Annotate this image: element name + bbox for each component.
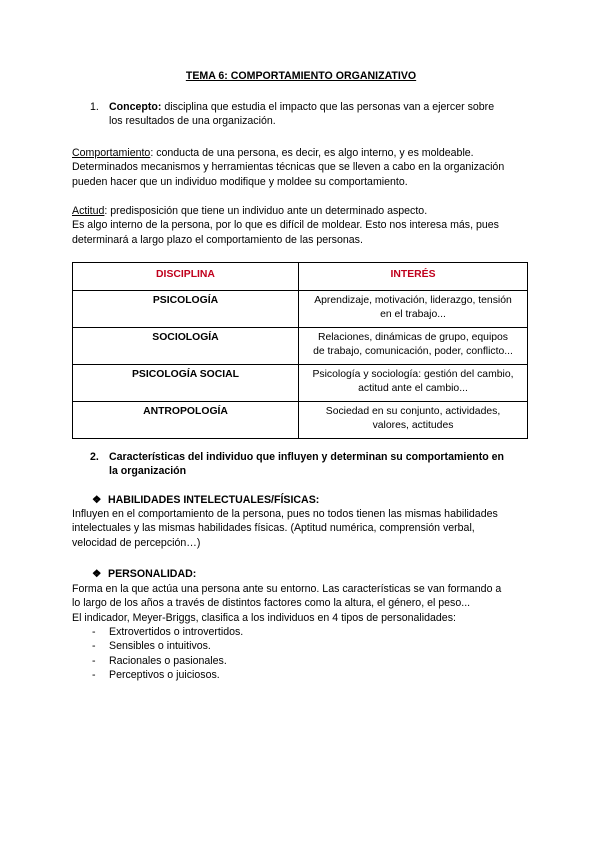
habilidades-line2: intelectuales y las mismas habilidades físicas. (Aptitud numérica, comprensión verbal, — [72, 522, 475, 535]
habilidades-line1: Influyen en el comportamiento de la persona, pues no todos tienen las mismas habilidades — [72, 508, 498, 520]
actitud-line1: : predisposición que tiene un individuo ante un determinado aspecto. — [104, 205, 428, 217]
interest-cell — [299, 291, 528, 328]
interest-line2: actitud ante el cambio... — [358, 383, 468, 394]
table-row — [73, 365, 528, 402]
personalidad-line3: El indicador, Meyer-Briggs, clasifica a los individuos en 4 tipos de personalidades: — [72, 611, 456, 624]
interest-line1: Aprendizaje, motivación, liderazgo, tensión — [314, 295, 512, 306]
section-1-number: 1. — [90, 101, 99, 113]
section-2-line1: Características del individuo que influyen y determinan su comportamiento en — [109, 451, 504, 463]
comportamiento-line1: : conducta de una persona, es decir, es algo interno, y es moldeable. — [150, 147, 474, 159]
list-item: - Racionales o pasionales. — [90, 654, 243, 668]
discipline-cell: PSICOLOGÍA SOCIAL — [73, 365, 299, 402]
table-row — [73, 328, 528, 365]
list-item: - Extrovertidos o introvertidos. — [90, 625, 243, 639]
interest-cell — [299, 328, 528, 365]
actitud-line3: determinará a largo plazo el comportamiento de las personas. — [72, 233, 363, 246]
discipline-cell: PSICOLOGÍA — [73, 291, 299, 328]
section-1-text-line1: disciplina que estudia el impacto que las personas van a ejercer sobre — [161, 101, 495, 113]
interest-line1: Sociedad en su conjunto, actividades, — [325, 406, 501, 417]
section-2-number: 2. — [90, 451, 99, 463]
comportamiento-paragraph — [72, 146, 530, 189]
interest-line1: Relaciones, dinámicas de grupo, equipos — [317, 332, 509, 343]
section-2-line2: la organización — [109, 465, 187, 478]
section-1-label: Concepto: — [109, 101, 162, 113]
interest-cell — [299, 402, 528, 439]
table-header-row — [73, 263, 528, 291]
diamond-bullet-icon: ❖ — [92, 568, 102, 580]
diamond-bullet-icon: ❖ — [92, 494, 102, 506]
comportamiento-line3: pueden hacer que un individuo modifique y moldee su comportamiento. — [72, 175, 408, 188]
list-item: - Sensibles o intuitivos. — [90, 639, 243, 653]
table-row — [73, 291, 528, 328]
section-1-text-line2: los resultados de una organización. — [109, 115, 276, 128]
habilidades-heading — [92, 493, 319, 507]
interest-line2: valores, actitudes — [372, 420, 454, 431]
personalidad-paragraph — [72, 582, 530, 625]
habilidades-heading-text: HABILIDADES INTELECTUALES/FÍSICAS: — [108, 494, 320, 506]
section-2 — [90, 450, 520, 479]
interest-line2: en el trabajo... — [380, 309, 446, 320]
comportamiento-term: Comportamiento — [72, 147, 151, 159]
actitud-paragraph — [72, 204, 530, 247]
personalidad-heading — [92, 567, 196, 581]
habilidades-line3: velocidad de percepción…) — [72, 536, 201, 549]
list-item: - Perceptivos o juiciosos. — [90, 668, 243, 682]
table-row — [73, 402, 528, 439]
interest-line2: de trabajo, comunicación, poder, conflicto... — [313, 346, 513, 357]
actitud-line2: Es algo interno de la persona, por lo que es difícil de moldear. Esto nos interesa más, pues — [72, 219, 499, 232]
personality-types-list — [90, 625, 243, 683]
discipline-table — [72, 262, 528, 439]
interest-line1: Psicología y sociología: gestión del cambio, — [312, 369, 514, 380]
habilidades-paragraph — [72, 507, 530, 550]
header-interes: INTERÉS — [299, 263, 528, 291]
interest-cell — [299, 365, 528, 402]
page-title: TEMA 6: COMPORTAMIENTO ORGANIZATIVO — [185, 70, 417, 82]
personalidad-heading-text: PERSONALIDAD: — [108, 568, 197, 580]
personalidad-line2: lo largo de los años a través de distintos factores como la altura, el género, el peso... — [72, 597, 471, 610]
header-disciplina: DISCIPLINA — [73, 263, 299, 291]
section-1 — [90, 100, 520, 129]
actitud-term: Actitud — [72, 205, 105, 217]
discipline-cell: ANTROPOLOGÍA — [73, 402, 299, 439]
comportamiento-line2: Determinados mecanismos y herramientas técnicas que se lleven a cabo en la organización — [72, 161, 505, 174]
personalidad-line1: Forma en la que actúa una persona ante su entorno. Las características se van formando a — [72, 583, 502, 595]
discipline-cell: SOCIOLOGÍA — [73, 328, 299, 365]
